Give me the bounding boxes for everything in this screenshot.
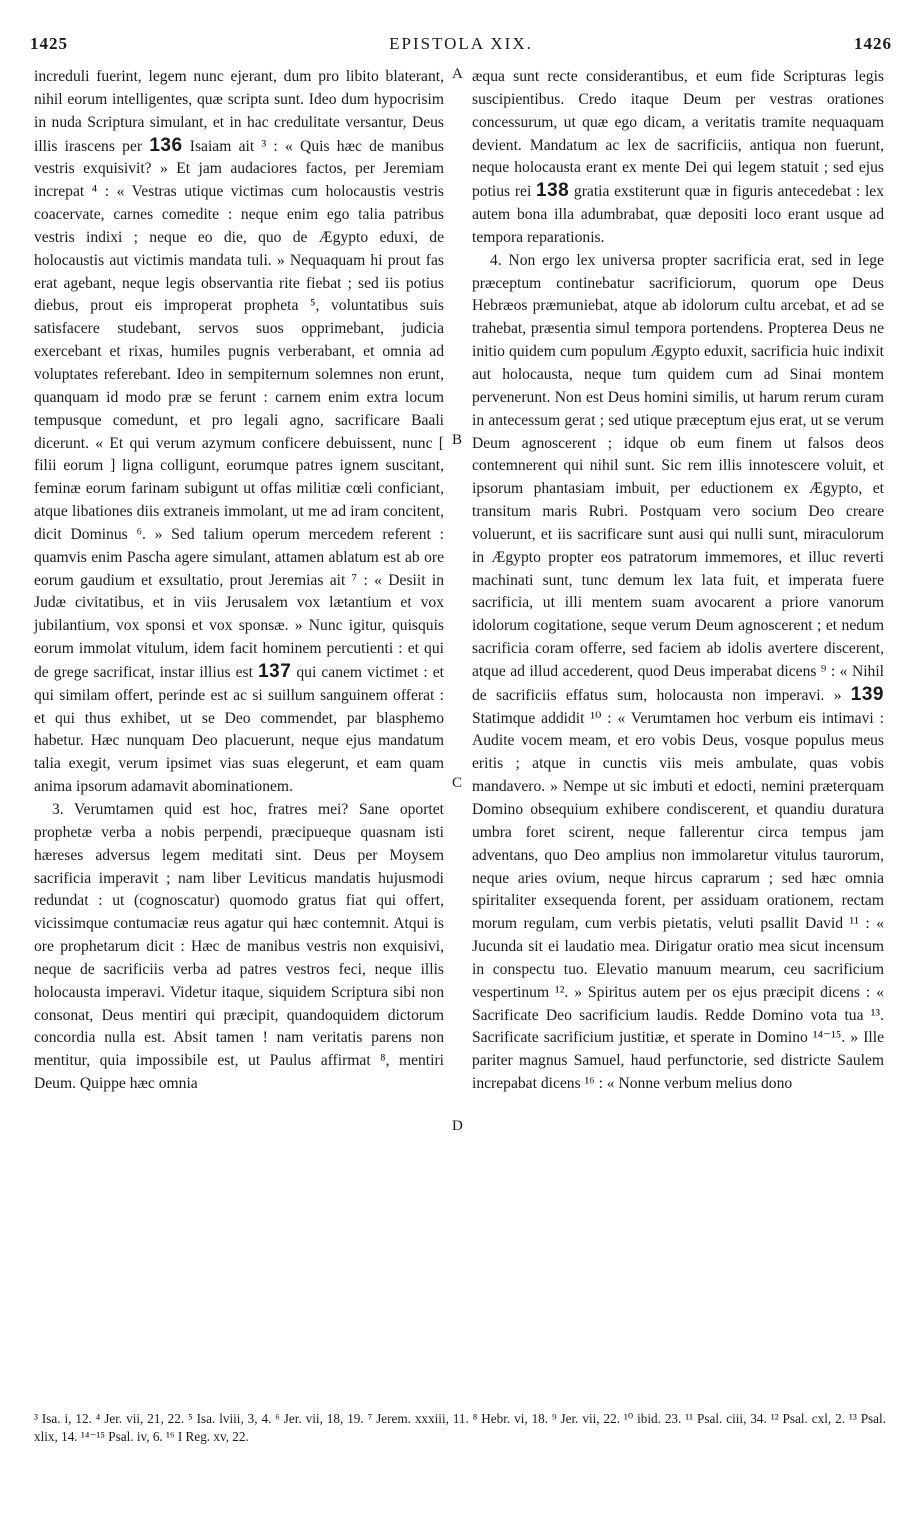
right-para2-text-a: 4. Non ergo lex universa propter sacrificia erat, sed in lege præceptum continebatur sacrificiorum, quorum ope Deus Hebræos præmuniebat, atque ab idolorum cultu arcebat, et ad se trahebat, præsentia simul tempora portendens. Propterea Deus ne initio quidem cum populum Ægypto eduxit, sacrificia huic indixit aut holocausta, neque tum quidem cum ad Sinai montem pervenerunt. Non est Deus homini similis, ut harum rerum curam in antecessum gerat ; sed utique præceptum ejus erat, ut se verum Deum agnoscerent ; idque ob eum finem ut falsos deos contemnerent qui nihil sunt. Sic rem illis innotescere voluit, et ipsorum phantasiam imbuit, per eductionem ex Ægypto, et transitum maris Rubri. Postquam vero socium Deo creare voluerunt, et iis sacrificare sunt ausi qui nulli sunt, miraculorum in Ægypto propter eos patratorum immemores, et illuc reverti machinati sunt, tunc demum lex lata fuit, et imperata fuere sacrificia, ut illi mentem suam avocarent a priore vanorum idolorum cogitatione, seque verum Deum agnoscerent ; et nedum sacrificia coram offerre, sed faciem ab idolis avertere discerent, atque ad illud accederent, quod Deus imperabat dicens ⁹ : « Nihil de sacrificiis effatus sum, holocausta non imperavi. » bbox=[472, 251, 884, 704]
right-column bbox=[472, 66, 884, 1096]
left-para1-text-b: Isaiam ait ³ : « Quis hæc de manibus vestris exquisivit? » Et jam audaciores factos, per Jeremiam increpat ⁴ : « Vestras utique victimas cum holocaustis vestris coacervate, carnes comedite : neque enim ego talia patribus vestris indixi ; neque eo die, quo de Ægypto eduxi, de holocaustis aut victimis mandata tuli. » Nequaquam hi prout fas erat agebant, neque legis observantia rite fiebat ; sed iis potius diebus, prout eis improperat propheta ⁵, voluntatibus suis satisfacere studebant, servos suos opprimebant, judicia exercebant et rixas, humiles pugnis verberabant, et omnia ad voluptates referebant. Ideo in sempiternum solemnes non erunt, quanquam id modo præ se ferunt : carnem enim extra locum tempusque comedunt, et pro legali agno, sacrificare Baali dicerunt. « Et qui verum azymum conficere debuissent, nunc [ filii eorum ] ligna colligunt, eorumque patres ignem suscitant, feminæ eorum farinam subigunt ut offas militiæ cœli conficiant, atque libationes diis extraneis immolant, ut me ad iram concitent, dicit Dominus ⁶. » Sed talium operum mercedem referent : quamvis enim Pascha agere simulant, attamen ablatum est ab ore eorum gaudium et exsultatio, prout Jeremias ait ⁷ : « Desiit in Judæ civitatibus, et in viis Jerusalem vox lætantium et vox jubilantium, vox sponsi et vox sponsæ. » Nunc igitur, quisquis eorum immolat vitulum, idem facit hominem percutienti : et qui de grege sacrificat, instar illius est bbox=[34, 137, 444, 681]
paragraph-4 bbox=[472, 250, 884, 1096]
right-paragraph-continuation bbox=[472, 66, 884, 250]
column-number-136: 136 bbox=[149, 134, 183, 156]
left-page-number: 1425 bbox=[30, 34, 68, 53]
column-number-137: 137 bbox=[258, 660, 292, 682]
footnotes: ³ Isa. i, 12. ⁴ Jer. vii, 21, 22. ⁵ Isa. lviii, 3, 4. ⁶ Jer. vii, 18, 19. ⁷ Jerem. xxxiii, 11. ⁸ Hebr. vi, 18. ⁹ Jer. vii, 22. ¹⁰ ibid. 23. ¹¹ Psal. ciii, 34. ¹² Psal. cxl, 2. ¹³ Psal. xlix, 14. ¹⁴⁻¹⁵ Psal. iv, 6. ¹⁶ I Reg. xv, 22. bbox=[34, 1411, 886, 1444]
margin-letter-b: B bbox=[452, 432, 463, 448]
left-para1-text-c: qui canem victimet : et qui similam offert, perinde est ac si suillum sanguinem offerat : et qui thus exhibet, ut se Deo commendet, par blasphemo habetur. Hæc nunquam Deo placuerunt, neque ejus mandatum talia exegit, verum ipsimet vias suas elegerunt, et eam quam anima ipsorum adamavit abominationem. bbox=[34, 663, 444, 796]
right-page-number: 1426 bbox=[854, 34, 892, 53]
left-para1-text-a: increduli fuerint, legem nunc ejerant, dum pro libito blaterant, nihil eorum intelligentes, quæ scripta sunt. Ideo dum hypocrisim in nuda Scriptura simulant, et in hac credulitate versantur, Deus illis irascens per bbox=[34, 68, 444, 155]
left-column bbox=[34, 66, 444, 1096]
left-paragraph-continuation bbox=[34, 66, 444, 799]
paragraph-3: 3. Verumtamen quid est hoc, fratres mei? Sane oportet prophetæ verba a nobis perpendi, præcipueque quasnam isti hæreses adversus legem meditati sint. Deus per Moysem sacrificia imperavit ; nam liber Leviticus mandatis hujusmodi redundat : ut (cognoscatur) quomodo gratus fiat qui offert, vicissimque contumaciæ reus agatur qui hæc contemnit. Atqui is ore prophetarum dicit : Hæc de manibus vestris non exquisivi, neque de sacrificiis verba ad patres vestros feci, neque illis holocausta imperavi. Videtur itaque, siquidem Scriptura sibi non consonat, Deus mentiri qui præcipit, quandoquidem dictorum concordia nulla est. Absit tamen ! nam veritatis parens non mentitur, quia impossibile est, ut Paulus affirmat ⁸, mentiri Deum. Quippe hæc omnia bbox=[34, 801, 444, 1093]
margin-letter-c: C bbox=[452, 775, 463, 791]
right-para1-text-a: æqua sunt recte considerantibus, et eum fide Scripturas legis suscipientibus. Credo itaque Deum per vestras orationes concessurum, ut quæ ego dicam, a veritatis tramite nequaquam devient. Mandatum ac lex de sacrificiis, antiqua non fuerunt, neque holocausta erant ex mente Dei qui legem statuit ; sed ejus potius rei bbox=[472, 68, 884, 201]
page-header bbox=[30, 34, 892, 64]
column-number-139: 139 bbox=[850, 683, 884, 705]
right-para1-text-b: gratia exstiterunt quæ in figuris antecedebat : lex autem bona illa adumbrabat, quæ depositi loco erant usque ad tempora reparationis. bbox=[472, 183, 884, 246]
margin-letter-d: D bbox=[452, 1118, 463, 1134]
running-title: EPISTOLA XIX. bbox=[389, 34, 533, 53]
right-para2-text-b: Statimque addidit ¹⁰ : « Verumtamen hoc verbum eis intimavi : Audite vocem meam, et ero vobis Deus, vosque populus meus eritis ; atque in cunctis viis meis ambulate, quas vobis mandavero. » Nempe ut sic imbuti et edocti, nemini præterquam Domino obsequium exhibere condiscerent, et quandiu duratura umbra foret scirent, neque fallerentur circa tempus jam adventans, quo Deo amplius non immolaretur vitulus taurorum, neque aries ovium, neque hircus caprarum ; sed hæc omnia spiritaliter exsequenda forent, per assiduam orationem, rectam morum regulam, cum verbis pietatis, veluti psallit David ¹¹ : « Jucunda sit ei laudatio mea. Dirigatur oratio mea sicut incensum in conspectu tuo. Elevatio manuum mearum, ceu sacrificium vespertinum ¹². » Spiritus autem per os ejus præcipit dicens : « Sacrificate Deo sacrificium laudis. Redde Domino vota tua ¹³. Sacrificate sacrificium justitiæ, et sperate in Domino ¹⁴⁻¹⁵. » Ille pariter magnus Samuel, haud perfunctorie, sed districte Saulem increpabat dicens ¹⁶ : « Nonne verbum melius dono bbox=[472, 709, 884, 1093]
column-number-138: 138 bbox=[536, 180, 570, 202]
margin-letter-a: A bbox=[452, 66, 463, 82]
